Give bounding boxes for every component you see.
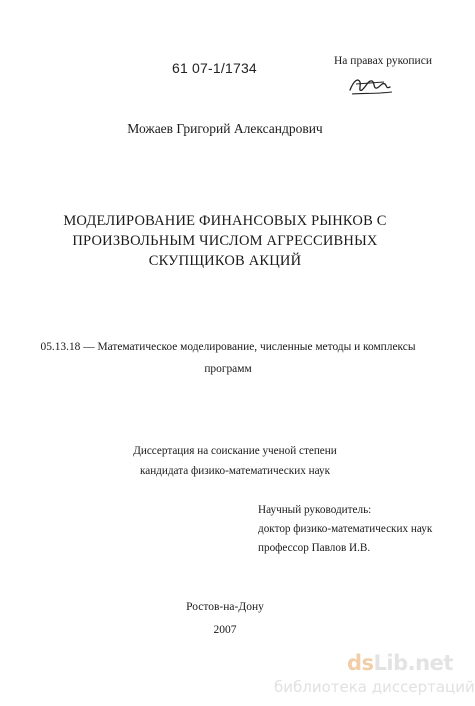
archive-stamp-number: 61 07-1/1734 — [172, 60, 257, 76]
supervisor-line: профессор Павлов И.В. — [258, 542, 371, 554]
rights-note: На правах рукописи — [334, 55, 432, 67]
author-name: Можаев Григорий Александрович — [127, 121, 323, 136]
supervisor-line: Научный руководитель: — [258, 504, 372, 516]
watermark-logo-prefix: ds — [347, 651, 374, 675]
specialty-line: 05.13.18 — Математическое моделирование, численные методы и комплексы — [40, 341, 416, 353]
supervisor-line: доктор физико-математических наук — [258, 523, 433, 535]
watermark-logo-rest: Lib.net — [373, 651, 453, 675]
watermark-tagline: библиотека диссертаций — [274, 678, 475, 696]
dissertation-title — [20, 211, 430, 271]
specialty-code — [18, 336, 438, 380]
scientific-supervisor — [258, 501, 432, 558]
specialty-line: программ — [204, 363, 252, 375]
title-line: МОДЕЛИРОВАНИЕ ФИНАНСОВЫХ РЫНКОВ С — [63, 213, 387, 229]
watermark-logo — [347, 651, 453, 675]
handwritten-signature — [346, 72, 396, 98]
degree-line: кандидата физико-математических наук — [139, 465, 331, 477]
city: Ростов-на-Дону — [186, 601, 264, 613]
year: 2007 — [213, 624, 237, 636]
degree-statement — [60, 441, 410, 481]
degree-line: Диссертация на соискание ученой степени — [133, 445, 337, 457]
title-line: СКУПЩИКОВ АКЦИЙ — [148, 253, 302, 269]
title-line: ПРОИЗВОЛЬНЫМ ЧИСЛОМ АГРЕССИВНЫХ — [72, 233, 378, 249]
